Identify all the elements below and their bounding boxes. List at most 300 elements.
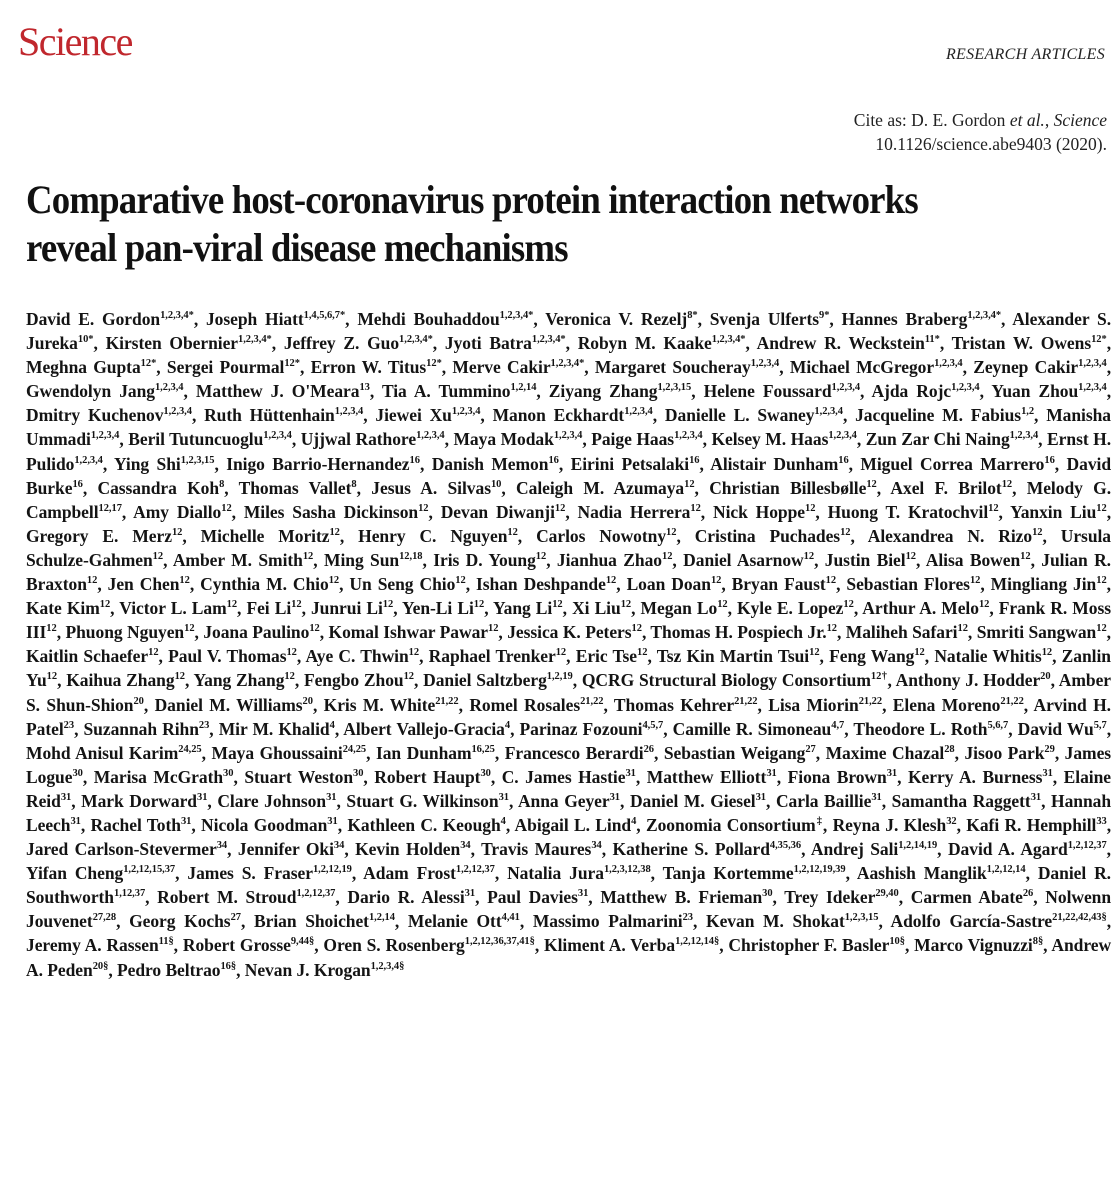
affiliation-superscript: 30 (223, 767, 234, 779)
author-name: Marrero (980, 453, 1045, 474)
author-entry: Bouhaddou$^{1,2,3,4*}$, (413, 309, 538, 329)
author-name-start: Rachel (90, 814, 147, 835)
affiliation-superscript: 1,2,3,4 (934, 358, 963, 370)
author-footnote-mark: § (103, 960, 109, 972)
author-name: Jouvenet (26, 911, 93, 932)
author-name: Tummino (438, 381, 511, 402)
author-name-start: Camille R. (672, 718, 758, 739)
author-name-start: James S. (187, 863, 264, 884)
author-footnote-mark: * (188, 310, 194, 321)
author-entry: Keough$^4$, (442, 814, 511, 835)
affiliation-superscript: 12 (631, 623, 642, 635)
author-name-start: Anthony J. (895, 670, 984, 691)
author-name-start: Ruth (204, 405, 250, 426)
author-name: Bowen (969, 549, 1021, 570)
author-name-start: Cassandra (97, 477, 188, 498)
author-name-start: Paige (591, 429, 637, 450)
author-entry: Agard$^{1,2,12,37}$, (1020, 839, 1111, 860)
author-name-start: Theodore L. (853, 718, 951, 739)
author-name: Lo (696, 598, 718, 619)
author-name-start: Erron W. (310, 357, 388, 378)
author-entry: Bowen$^{12}$, (969, 549, 1035, 570)
author-footnote-mark: § (899, 936, 905, 948)
author-name: Fabius (970, 405, 1022, 426)
author-name-start: Robert (182, 935, 240, 956)
author-entry: Modak$^{1,2,3,4}$, (500, 429, 587, 450)
affiliation-superscript: 31 (197, 791, 208, 803)
author-name: Li (274, 598, 292, 619)
author-name-start: Danielle L. (664, 405, 758, 426)
affiliation-superscript: 4 (504, 719, 511, 731)
author-name-start: Carmen (910, 887, 979, 908)
affiliation-superscript: 1,12,37 (114, 888, 146, 900)
author-name: Agard (1020, 839, 1068, 860)
affiliation-superscript: 1,2,14 (510, 382, 537, 394)
author-footnote-mark: * (528, 310, 534, 321)
author-name-start: Kevan M. (706, 911, 793, 932)
author-entry: Silvas$^{10}$, (447, 477, 506, 498)
author-entry: Dunham$^{16}$, (773, 453, 853, 474)
affiliation-superscript: 16 (220, 960, 231, 972)
author-name: Weston (297, 766, 354, 787)
author-entry: Koh$^8$, (187, 477, 229, 498)
affiliation-superscript: 31 (180, 815, 192, 827)
author-name-start: Feng (829, 646, 871, 667)
author-entry: Sangwan$^{12}$, (1028, 622, 1111, 643)
author-name-start: Nolwenn (1045, 887, 1112, 908)
author-name-start: Mohd Anisul (26, 742, 129, 763)
author-name: Ghoussaini (259, 742, 343, 763)
author-name: Dunham (773, 453, 839, 474)
author-name: Thwin (360, 646, 409, 667)
affiliation-superscript: 1,2,3,4 (263, 430, 292, 442)
affiliation-superscript: 12 (1096, 623, 1107, 635)
author-name-start: Massimo (532, 911, 609, 932)
author-name-start: Matthew J. (195, 381, 292, 402)
author-name: Flores (923, 574, 970, 595)
affiliation-superscript: 29,40 (875, 888, 899, 900)
affiliation-superscript: 1,2,3,4 (334, 406, 364, 418)
affiliation-superscript: 21,22 (734, 695, 758, 707)
author-name: Hastie (578, 766, 626, 787)
author-name-start: Devan (440, 501, 496, 522)
author-name: Chen (139, 574, 180, 595)
affiliation-superscript: 12 (552, 599, 563, 611)
author-name: Haupt (433, 766, 481, 787)
affiliation-superscript: 1,2,3,4 (1009, 430, 1039, 442)
author-entry: Chazal$^{28}$, (892, 742, 959, 763)
author-name: Ummadi (26, 429, 91, 450)
author-name-start: Marisa (93, 766, 154, 787)
author-name: Liu (594, 598, 621, 619)
affiliation-superscript: 31 (755, 791, 767, 803)
author-entry: Moritz$^{12}$, (278, 525, 345, 546)
author-name-start: Julian R. (1041, 549, 1111, 570)
author-entry: Klesh$^{32}$, (903, 814, 961, 835)
author-entry: Fabius$^{1,2}$, (970, 405, 1039, 426)
author-name: Vignuzzi (967, 935, 1033, 956)
affiliation-superscript: 29 (1044, 743, 1055, 755)
author-name-start: Alistair (710, 453, 774, 474)
affiliation-superscript: 12 (184, 623, 195, 635)
affiliation-superscript: 12 (1096, 575, 1107, 587)
author-entry: Liu$^{12}$, (1070, 501, 1112, 522)
affiliation-superscript: 12 (662, 550, 673, 562)
affiliation-superscript: 8 (1032, 936, 1038, 948)
affiliation-superscript: 1,2,14,19 (898, 840, 938, 852)
author-entry: Consortium‡, (726, 814, 828, 835)
author-name-start: David A. (947, 839, 1021, 860)
author-name-start: Natalia (507, 863, 570, 884)
author-name: Thomas (226, 646, 287, 667)
affiliation-superscript: 1,2,3,4 (951, 382, 980, 394)
author-name-start: Robert M. (157, 887, 246, 908)
author-entry: Kochs$^{27}$, (184, 911, 246, 932)
affiliation-superscript: 1,2,12,14 (986, 864, 1026, 876)
affiliation-superscript: 12 (843, 599, 854, 611)
author-name-start: Kevin (355, 839, 407, 860)
affiliation-superscript: 31 (609, 791, 621, 803)
affiliation-superscript: 21,22 (435, 695, 459, 707)
affiliation-superscript: 1,4,5,6,7 (303, 310, 340, 321)
author-name-start: Nadia (577, 501, 630, 522)
author-name: Smith (258, 549, 303, 570)
author-name-start: Jisoo (964, 742, 1008, 763)
affiliation-superscript: 12 (507, 526, 518, 538)
affiliation-superscript: 1,2,3,4 (154, 382, 184, 394)
author-name: Saltzberg (476, 670, 547, 691)
author-name-start: Kafi R. (966, 814, 1027, 835)
author-name-start: Carlos (536, 525, 600, 546)
author-footnote-mark: ‡ (815, 815, 823, 827)
author-name-start: Fei (246, 598, 275, 619)
author-entry: Diallo$^{12}$, (176, 501, 236, 522)
author-name-start: Amber M. (172, 549, 259, 570)
author-name: Beltrao (165, 959, 221, 980)
author-footnote-mark: * (995, 310, 1002, 321)
author-entry: Eckhardt$^{1,2,3,4}$, (553, 405, 658, 426)
affiliation-superscript: 1,2,3,4 (74, 454, 103, 466)
author-name: Krogan (313, 959, 371, 980)
affiliation-superscript: 31 (464, 888, 476, 900)
author-name: Fozouni (582, 718, 643, 739)
author-name: Braberg (905, 309, 968, 329)
author-entry: Liu$^{12}$, (594, 598, 636, 619)
author-footnote-mark: § (168, 936, 174, 948)
author-entry: Weckstein$^{11*}$, (848, 333, 945, 354)
author-name: Palmarini (608, 911, 683, 932)
author-footnote-mark: * (934, 334, 940, 346)
author-name: Doan (671, 574, 711, 595)
affiliation-superscript: 12 (328, 575, 340, 587)
author-name-start: Bryan (731, 574, 785, 595)
author-name: Obernier (169, 333, 238, 354)
author-name: Simoneau (757, 718, 832, 739)
author-entry: Ulferts$^{9*}$, (767, 309, 834, 329)
author-name: Burke (26, 477, 73, 498)
author-name: Goodman (253, 814, 328, 835)
author-footnote-mark: † (881, 671, 888, 683)
author-entry: Manglik$^{1,2,12,14}$, (923, 863, 1030, 884)
author-name-start: Michelle (200, 525, 279, 546)
author-name: Oki (305, 839, 334, 860)
affiliation-superscript: 23 (198, 719, 210, 731)
author-name: Fraser (263, 863, 313, 884)
affiliation-superscript: 31 (625, 767, 636, 779)
author-entry: Schaefer$^{12}$, (83, 646, 163, 667)
author-name: Kortemme (713, 863, 794, 884)
author-name-start: Yifan (26, 863, 75, 884)
affiliation-superscript: 4,41 (501, 912, 520, 924)
author-name-start: Victor L. (119, 598, 192, 619)
author-entry: Park$^{29}$, (1007, 742, 1060, 763)
author-name: Ott (476, 911, 502, 932)
author-entry: Braxton$^{12}$, (26, 574, 102, 595)
author-name: Wang (870, 646, 915, 667)
author-entry: Verba$^{1,2,12,14\S}$, (630, 935, 724, 956)
affiliation-superscript: 12 (905, 550, 916, 562)
affiliation-superscript: 12 (221, 502, 232, 514)
author-entry: Wang$^{12}$, (870, 646, 930, 667)
author-name: Melo (941, 598, 979, 619)
author-name-start: Matthew B. (600, 887, 699, 908)
author-entry: Chio$^{12}$, (419, 574, 471, 595)
author-entry: Giesel$^{31}$, (710, 790, 771, 811)
author-name-start: Mingliang (990, 574, 1074, 595)
affiliation-superscript: 12 (302, 550, 314, 562)
author-name: Baillie (824, 790, 872, 811)
author-name-start: Veronica V. (545, 309, 641, 329)
author-name: Hoppe (755, 501, 805, 522)
author-name-start: David (1017, 718, 1067, 739)
author-name: Grosse (239, 935, 291, 956)
author-entry: Simoneau$^{4,7}$, (757, 718, 849, 739)
author-entry: Goodman$^{31}$, (253, 814, 343, 835)
author-name: Braxton (26, 574, 87, 595)
author-entry: Yu$^{12}$, (26, 670, 62, 691)
author-name-start: Zeynep (973, 357, 1035, 378)
author-entry: Saltzberg$^{1,2,19}$, (476, 670, 578, 691)
author-name-start: Xi (572, 598, 595, 619)
author-name-start: Thomas (238, 477, 309, 498)
author-footnote-mark: * (88, 334, 94, 346)
affiliation-superscript: 12,17 (98, 502, 122, 514)
author-name: Jureka (26, 333, 78, 354)
author-name: Young (488, 549, 536, 570)
author-name-start: Megan (640, 598, 697, 619)
author-name-start: Michael (789, 357, 857, 378)
author-name-start: Maxime (825, 742, 893, 763)
author-entry: Merz$^{12}$, (132, 525, 187, 546)
affiliation-superscript: 12 (826, 623, 837, 635)
author-name-start: Helene (703, 381, 763, 402)
author-entry: Ott$^{4,41}$, (476, 911, 525, 932)
affiliation-superscript: 21,22 (1000, 695, 1024, 707)
author-name-start: Tristan W. (951, 333, 1041, 354)
author-name-start: Kliment A. (544, 935, 631, 956)
author-entry: Jang$^{1,2,3,4}$, (119, 381, 188, 402)
author-name-start: Stuart G. (346, 790, 423, 811)
author-name-start: David (1066, 453, 1112, 474)
author-name: Rassen (106, 935, 159, 956)
author-entry: Asarnow$^{12}$, (736, 549, 819, 570)
author-name: Koh (187, 477, 220, 498)
author-name-start: Travis (481, 839, 535, 860)
author-name: Tse (612, 646, 638, 667)
author-name: Dorward (129, 790, 197, 811)
affiliation-superscript: 20 (92, 960, 104, 972)
author-entry: Weigang$^{27}$, (740, 742, 821, 763)
affiliation-superscript: 12 (286, 647, 297, 659)
author-name: Shoichet (305, 911, 369, 932)
author-footnote-mark: * (294, 358, 300, 370)
author-entry: Hüttenhain$^{1,2,3,4}$, (249, 405, 368, 426)
author-name-start: Axel F. (890, 477, 959, 498)
affiliation-superscript: 21,22 (580, 695, 604, 707)
author-footnote-mark: * (740, 334, 746, 346)
affiliation-superscript: 23 (63, 719, 75, 731)
author-name: García-Sastre (949, 911, 1053, 932)
author-entry: Sun$^{12,18}$, (370, 549, 427, 570)
author-entry: Carlson-Stevermer$^{34}$, (74, 839, 232, 860)
author-entry: Burke$^{16}$, (26, 477, 88, 498)
author-entry: Herrera$^{12}$, (629, 501, 706, 522)
affiliation-superscript: 24,25 (342, 743, 367, 755)
affiliation-superscript: 31 (886, 767, 898, 779)
author-name: Modak (500, 429, 554, 450)
affiliation-superscript: 34 (591, 840, 602, 852)
author-entry: Rosales$^{21,22}$, (524, 694, 608, 715)
affiliation-superscript: 12 (620, 599, 632, 611)
author-name: Berardi (585, 742, 644, 763)
author-name-start: Fengbo (303, 670, 364, 691)
affiliation-superscript: 1,2,12,15,37 (123, 864, 176, 876)
section-label: RESEARCH ARTICLES (945, 46, 1105, 63)
citation-etal: et al. (1009, 110, 1045, 130)
author-name-start: Margaret (594, 357, 673, 378)
author-name-start: Henry C. (358, 525, 451, 546)
affiliation-superscript: 12 (226, 599, 238, 611)
author-name: Rezelj (640, 309, 688, 329)
affiliation-superscript: 12 (488, 623, 499, 635)
author-name: III (26, 622, 47, 643)
author-name: Williams (236, 694, 303, 715)
author-entry: Grosse$^{9,44\S}$, (239, 935, 319, 956)
author-name-start: Clare (217, 790, 265, 811)
author-entry: Melo$^{12}$, (941, 598, 994, 619)
affiliation-superscript: 1,2,19 (546, 671, 573, 683)
affiliation-superscript: 9 (818, 310, 825, 321)
author-name-start: Francesco (504, 742, 586, 763)
author-name-start: Jessica K. (507, 622, 586, 643)
author-name-start: Joana (203, 622, 253, 643)
author-name-start: Loan (626, 574, 672, 595)
author-name-start: Zoonomia (645, 814, 727, 835)
author-name-start: Parinaz (519, 718, 583, 739)
author-name-start: Yuan (991, 381, 1039, 402)
author-name-start: Alexandrea N. (867, 525, 999, 546)
author-entry: Brilot$^{12}$, (958, 477, 1017, 498)
affiliation-superscript: 1,2,3,4 (160, 310, 189, 321)
author-name: Guo (367, 333, 400, 354)
author-entry: Johnson$^{31}$, (264, 790, 341, 811)
affiliation-superscript: 4 (329, 719, 335, 731)
author-name-start: Sebastian (663, 742, 741, 763)
author-name-start: Kris M. (323, 694, 390, 715)
author-name-start: Hannes (841, 309, 906, 329)
author-entry: Roth$^{5,6,7}$, (950, 718, 1013, 739)
author-entry: Xu$^{1,2,3,4}$, (429, 405, 485, 426)
author-name: Park (1007, 742, 1045, 763)
author-name-start: Kaihua (66, 670, 127, 691)
author-entry: Kaake$^{1,2,3,4*}$, (663, 333, 750, 354)
author-entry: Southworth$^{1,12,37}$, (26, 887, 150, 908)
author-name: Faust (784, 574, 826, 595)
affiliation-superscript: 31 (327, 815, 338, 827)
author-entry: Haas$^{1,2,3,4}$, (790, 429, 862, 450)
author-entry: Li$^{12}$, (457, 598, 489, 619)
author-footnote-mark: * (579, 358, 585, 370)
author-name-start: Paul (487, 887, 529, 908)
author-entry: Schulze-Gahmen$^{12}$, (26, 549, 168, 570)
author-entry: Brown$^{31}$, (836, 766, 902, 787)
author-entry: Logue$^{30}$, (26, 766, 88, 787)
author-entry: Guo$^{1,2,3,4*}$, (367, 333, 438, 354)
author-name-start: Eric (575, 646, 613, 667)
affiliation-superscript: 1,2,3,4 (828, 430, 857, 442)
author-name-start: Adam (363, 863, 417, 884)
author-entry: Weston$^{30}$, (297, 766, 368, 787)
author-name-start: Alexander S. (1012, 309, 1112, 329)
affiliation-superscript: 12 (86, 575, 98, 587)
author-entry: Nowotny$^{12}$, (599, 525, 681, 546)
author-name: Klesh (903, 814, 947, 835)
author-entry: Davies$^{31}$, (528, 887, 593, 908)
author-entry: Zhang$^{12}$, (126, 670, 190, 691)
author-entry: Ummadi$^{1,2,3,4}$, (26, 429, 124, 450)
author-name: Petsalaki (621, 453, 690, 474)
author-name-start: Samantha (891, 790, 973, 811)
author-entry: Kehrer$^{21,22}$, (680, 694, 762, 715)
author-name: Jin (1073, 574, 1097, 595)
author-name: Moritz (278, 525, 330, 546)
author-name-start: Miles Sasha (243, 501, 344, 522)
affiliation-superscript: 1,2,12,36,37,41 (464, 936, 530, 948)
affiliation-superscript: 28 (944, 743, 955, 755)
author-name: Lopez (797, 598, 844, 619)
author-name-start: Mehdi (357, 309, 414, 329)
affiliation-superscript: 27 (805, 743, 816, 755)
affiliation-superscript: 21,22 (858, 695, 883, 707)
affiliation-superscript: 5,7 (1093, 719, 1107, 731)
affiliation-superscript: 16,25 (471, 743, 495, 755)
affiliation-superscript: 1,2,3,4 (674, 430, 703, 442)
author-name-start: Inigo (226, 453, 273, 474)
affiliation-superscript: 1,2,12,14 (675, 936, 715, 948)
author-name: Chazal (892, 742, 945, 763)
author-name-start: Stuart (244, 766, 298, 787)
author-name: Diallo (176, 501, 222, 522)
affiliation-superscript: 30 (353, 767, 364, 779)
affiliation-superscript: 16 (838, 454, 849, 466)
author-name-start: Matthew (646, 766, 721, 787)
author-name: Keough (442, 814, 501, 835)
author-footnote-mark: * (692, 310, 698, 321)
author-entry: Palmarini$^{23}$, (608, 911, 698, 932)
author-name-start: Zanlin (1061, 646, 1111, 667)
author-entry: Li$^{12}$, (366, 598, 398, 619)
affiliation-superscript: 12 (403, 671, 414, 683)
